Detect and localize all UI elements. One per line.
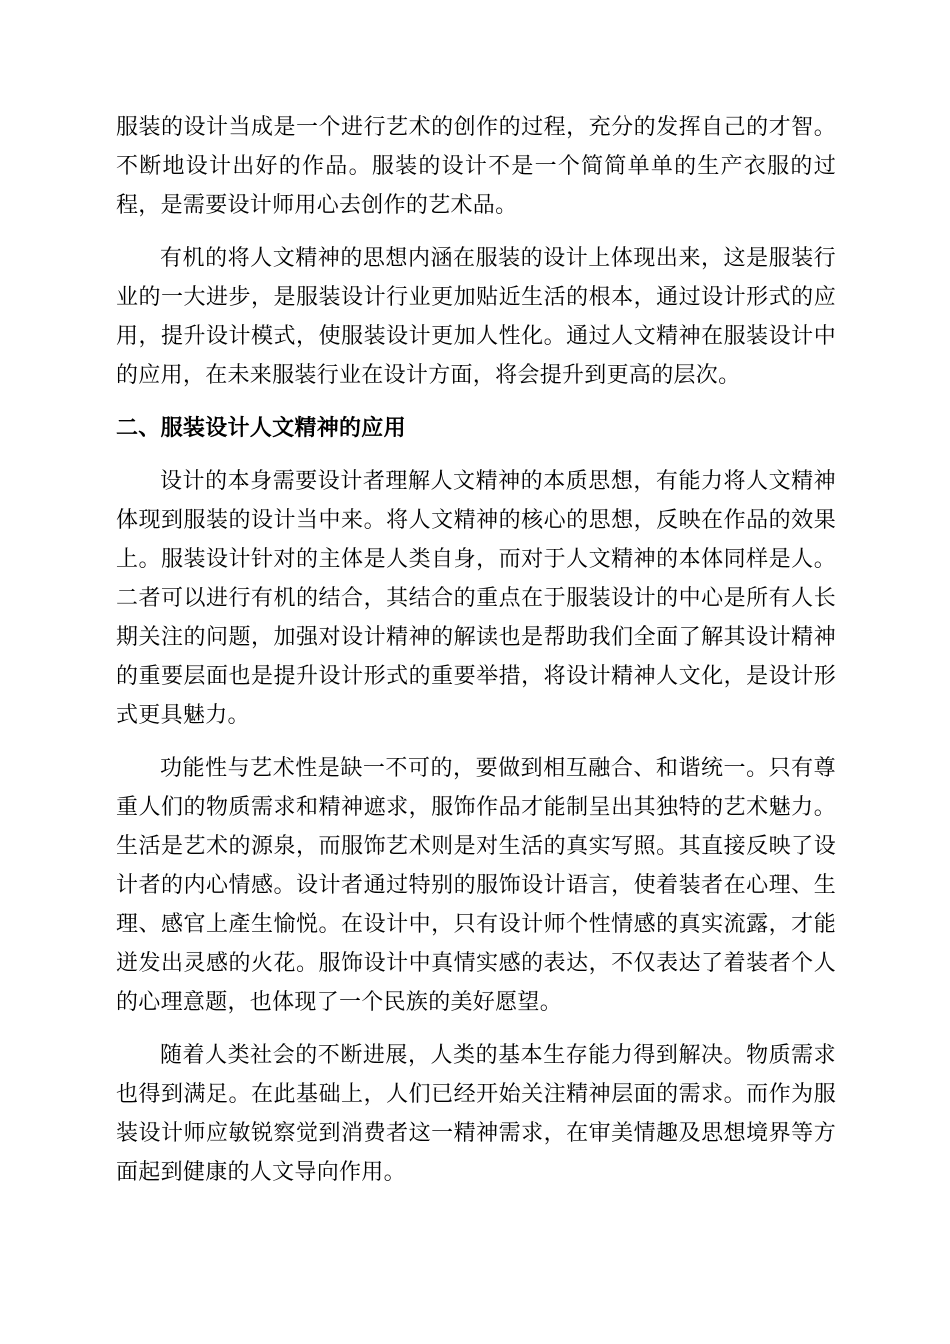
document-page [116,108,836,1192]
paragraph-3: 设计的本身需要设计者理解人文精神的本质思想，有能力将人文精神体现到服装的设计当中来。将人文精神的核心的思想，反映在作品的效果上。服装设计针对的主体是人类自身，而对于人文精神的本体同样是人。二者可以进行有机的结合，其结合的重点在于服装设计的中心是所有人长期关注的问题，加强对设计精神的解读也是帮助我们全面了解其设计精神的重要层面也是提升设计形式的重要举措，将设计精神人文化，是设计形式更具魅力。 [116,469,836,728]
section-heading: 二、服装设计人文精神的应用 [116,416,406,441]
paragraph-gap [116,1022,836,1036]
paragraph-gap [116,395,836,409]
paragraph-4: 功能性与艺术性是缺一不可的，要做到相互融合、和谐统一。只有尊重人们的物质需求和精神遮求，服饰作品才能制呈出其独特的艺术魅力。生活是艺术的源泉，而服饰艺术则是对生活的真实写照。其直接反映了设计者的内心情感。设计者通过特别的服饰设计语言，使着装者在心理、生理、感官上產生愉悦。在设计中，只有设计师个性情感的真实流露，才能迸发出灵感的火花。服饰设计中真情实感的表达，不仅表达了着装者个人的心理意题，也体现了一个民族的美好愿望。 [116,756,836,1015]
paragraph-1: 服装的设计当成是一个进行艺术的创作的过程，充分的发挥自己的才智。不断地设计出好的作品。服装的设计不是一个简简单单的生产衣服的过程，是需要设计师用心去创作的艺术品。 [116,115,836,218]
paragraph-2: 有机的将人文精神的思想内涵在服装的设计上体现出来，这是服装行业的一大进步，是服装设计行业更加贴近生活的根本，通过设计形式的应用，提升设计模式，使服装设计更加人性化。通过人文精神在服装设计中的应用，在未来服装行业在设计方面，将会提升到更高的层次。 [116,246,836,388]
paragraph-gap [116,225,836,239]
paragraph-5: 随着人类社会的不断进展，人类的基本生存能力得到解决。物质需求也得到满足。在此基础上，人们已经开始关注精神层面的需求。而作为服装设计师应敏锐察觉到消费者这一精神需求，在审美情趣及思想境界等方面起到健康的人文导向作用。 [116,1043,836,1185]
paragraph-gap [116,448,836,462]
paragraph-gap [116,735,836,749]
